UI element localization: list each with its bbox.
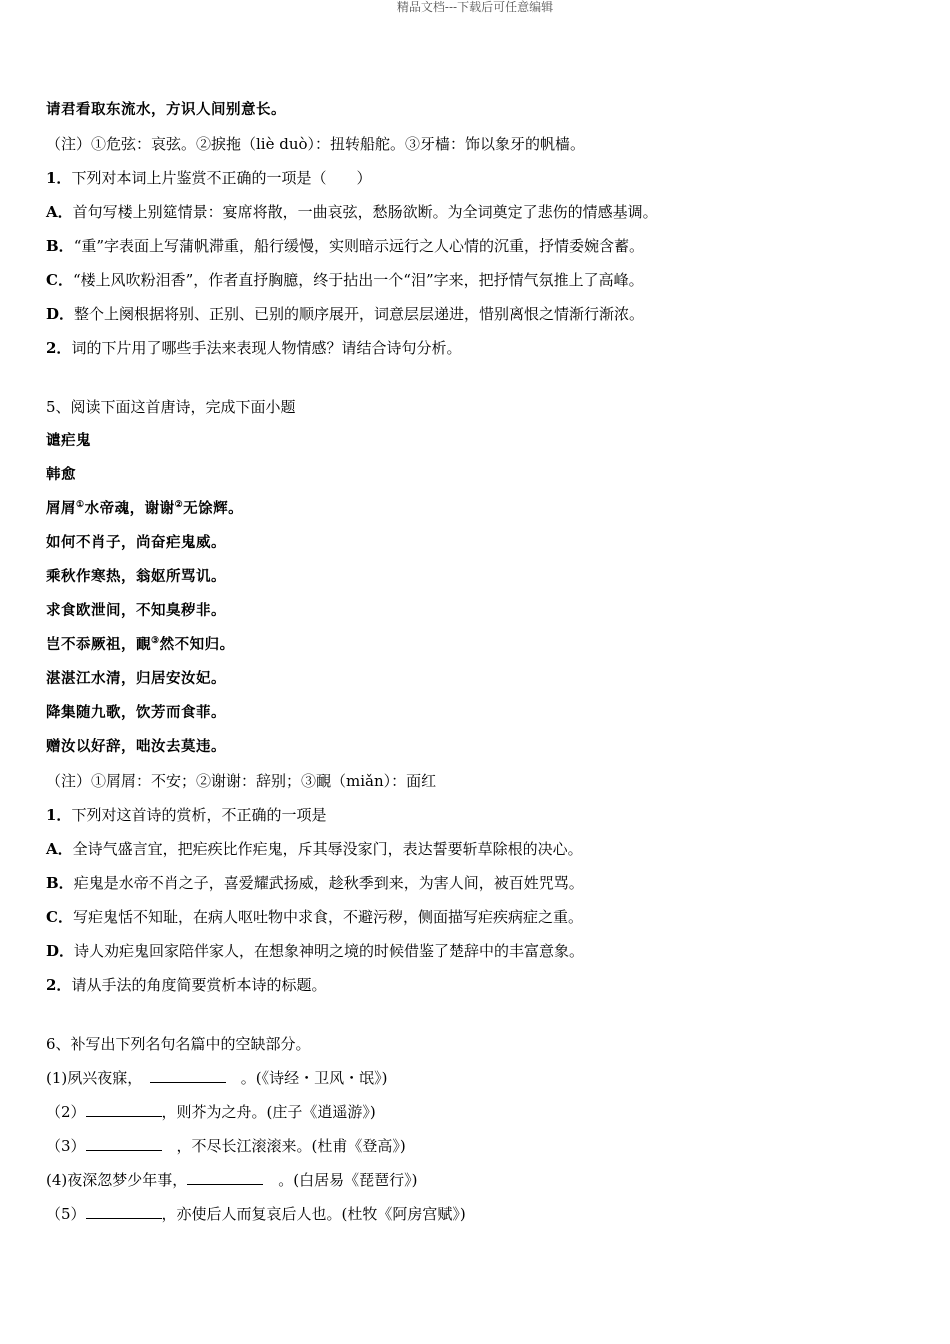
option-c bbox=[46, 270, 916, 304]
question-number: 2． bbox=[46, 339, 72, 357]
poem-note: （注）①危弦：哀弦。②捩拖（liè duò）：扭转船舵。③牙樯：饰以象牙的帆樯。 bbox=[46, 135, 586, 153]
poem-line bbox=[46, 499, 916, 533]
option-text: 全诗气盛言宜，把疟疾比作疟鬼，斥其辱没家门，表达誓要斩草除根的决心。 bbox=[72, 840, 583, 858]
question-number: 1． bbox=[46, 169, 72, 187]
poem-last-line: 请君看取东流水，方识人间别意长。 bbox=[46, 101, 286, 118]
item-prefix: (1)夙兴夜寐， bbox=[46, 1069, 150, 1087]
poem-line: 湛湛江水清，归居安汝妃。 bbox=[46, 670, 226, 687]
poem-line: 乘秋作寒热，翁妪所骂讥。 bbox=[46, 568, 226, 585]
section-gap bbox=[46, 1009, 916, 1034]
option-label: A． bbox=[46, 203, 73, 221]
section-heading: 6、补写出下列名句名篇中的空缺部分。 bbox=[46, 1035, 311, 1053]
poem-line: 赠汝以好辞，咄汝去莫违。 bbox=[46, 738, 226, 755]
answer-blank[interactable] bbox=[86, 1102, 162, 1117]
item-suffix: ，则芥为之舟。(庄子《逍遥游》) bbox=[161, 1103, 376, 1121]
option-label: D． bbox=[46, 305, 75, 323]
option-a bbox=[46, 202, 916, 236]
option-b bbox=[46, 873, 916, 907]
poem-text: 水帝魂，谢谢 bbox=[84, 500, 175, 517]
answer-blank[interactable] bbox=[86, 1204, 162, 1219]
poem-line bbox=[46, 635, 916, 669]
section-gap bbox=[46, 372, 916, 397]
option-label: A． bbox=[46, 840, 73, 858]
section-heading: 5、阅读下面这首唐诗，完成下面小题 bbox=[46, 398, 296, 416]
question-text: 请从手法的角度简要赏析本诗的标题。 bbox=[71, 976, 327, 994]
question-2 bbox=[46, 338, 916, 372]
option-text: 整个上阕根据将别、正别、已别的顺序展开，词意层层递进，惜别离恨之情渐行渐浓。 bbox=[74, 305, 645, 323]
footnote-marker: ③ bbox=[151, 636, 160, 647]
option-text: 疟鬼是水帝不肖之子，喜爱耀武扬威，趁秋季到来，为害人间，被百姓咒骂。 bbox=[73, 874, 584, 892]
answer-blank[interactable] bbox=[86, 1136, 162, 1151]
option-a bbox=[46, 839, 916, 873]
question-number: 1． bbox=[46, 806, 72, 824]
item-prefix: (4)夜深忽梦少年事， bbox=[46, 1171, 188, 1189]
question-1 bbox=[46, 168, 916, 202]
page-header: 精品文档---下载后可任意编辑 bbox=[396, 0, 554, 14]
answer-blank[interactable] bbox=[187, 1170, 263, 1185]
option-d bbox=[46, 304, 916, 338]
option-label: C． bbox=[46, 908, 73, 926]
option-label: B． bbox=[46, 237, 74, 255]
question-text: 下列对本词上片鉴赏不正确的一项是（ ） bbox=[71, 169, 372, 187]
item-suffix: ，亦使后人而复哀后人也。(杜牧《阿房宫赋》) bbox=[161, 1205, 466, 1223]
option-b bbox=[46, 236, 916, 270]
poem-text: 岂不忝厥祖，靦 bbox=[46, 636, 151, 653]
question-text: 下列对这首诗的赏析，不正确的一项是 bbox=[71, 806, 327, 824]
fill-blank-item bbox=[46, 1204, 916, 1238]
fill-blank-item bbox=[46, 1102, 916, 1136]
poem-line: 求食欧泄间，不知臭秽非。 bbox=[46, 602, 226, 619]
option-d bbox=[46, 941, 916, 975]
option-label: D． bbox=[46, 942, 75, 960]
poem-line: 如何不肖子，尚奋疟鬼威。 bbox=[46, 534, 226, 551]
footnote-marker: ① bbox=[76, 500, 85, 511]
option-text: “重”字表面上写蒲帆滞重，船行缓慢，实则暗示远行之人心情的沉重，抒情委婉含蓄。 bbox=[73, 237, 645, 255]
poem-note: （注）①屑屑：不安；②谢谢：辞别；③靦（miǎn）：面红 bbox=[46, 772, 437, 790]
poem-author: 韩愈 bbox=[46, 466, 76, 483]
item-prefix: （2） bbox=[46, 1103, 86, 1121]
poem-text: 屑屑 bbox=[46, 500, 76, 517]
document-body bbox=[46, 100, 916, 1238]
item-suffix: ，不尽长江滚滚来。(杜甫《登高》) bbox=[161, 1137, 406, 1155]
option-text: 写疟鬼恬不知耻，在病人呕吐物中求食，不避污秽，侧面描写疟疾病症之重。 bbox=[72, 908, 583, 926]
item-prefix: （3） bbox=[46, 1137, 86, 1155]
question-2 bbox=[46, 975, 916, 1009]
option-label: B． bbox=[46, 874, 74, 892]
item-prefix: （5） bbox=[46, 1205, 86, 1223]
option-text: 诗人劝疟鬼回家陪伴家人，在想象神明之境的时候借鉴了楚辞中的丰富意象。 bbox=[74, 942, 585, 960]
fill-blank-item bbox=[46, 1068, 916, 1102]
option-c bbox=[46, 907, 916, 941]
fill-blank-item bbox=[46, 1136, 916, 1170]
poem-text: 无馀辉。 bbox=[183, 500, 244, 517]
question-number: 2． bbox=[46, 976, 72, 994]
poem-text: 然不知归。 bbox=[159, 636, 235, 653]
option-text: 首句写楼上别筵情景：宴席将散，一曲哀弦，愁肠欲断。为全词奠定了悲伤的情感基调。 bbox=[72, 203, 658, 221]
footnote-marker: ② bbox=[174, 500, 184, 511]
question-text: 词的下片用了哪些手法来表现人物情感？请结合诗句分析。 bbox=[71, 339, 462, 357]
item-suffix: 。(白居易《琵琶行》) bbox=[263, 1171, 418, 1189]
item-suffix: 。(《诗经・卫风・氓》) bbox=[225, 1069, 388, 1087]
option-text: “楼上风吹粉泪香”，作者直抒胸臆，终于拈出一个“泪”字来，把抒情气氛推上了高峰。 bbox=[72, 271, 644, 289]
question-1 bbox=[46, 805, 916, 839]
option-label: C． bbox=[46, 271, 73, 289]
answer-blank[interactable] bbox=[150, 1068, 226, 1083]
poem-line: 降集随九歌，饮芳而食菲。 bbox=[46, 704, 226, 721]
poem-title: 谴疟鬼 bbox=[46, 432, 91, 449]
fill-blank-item bbox=[46, 1170, 916, 1204]
